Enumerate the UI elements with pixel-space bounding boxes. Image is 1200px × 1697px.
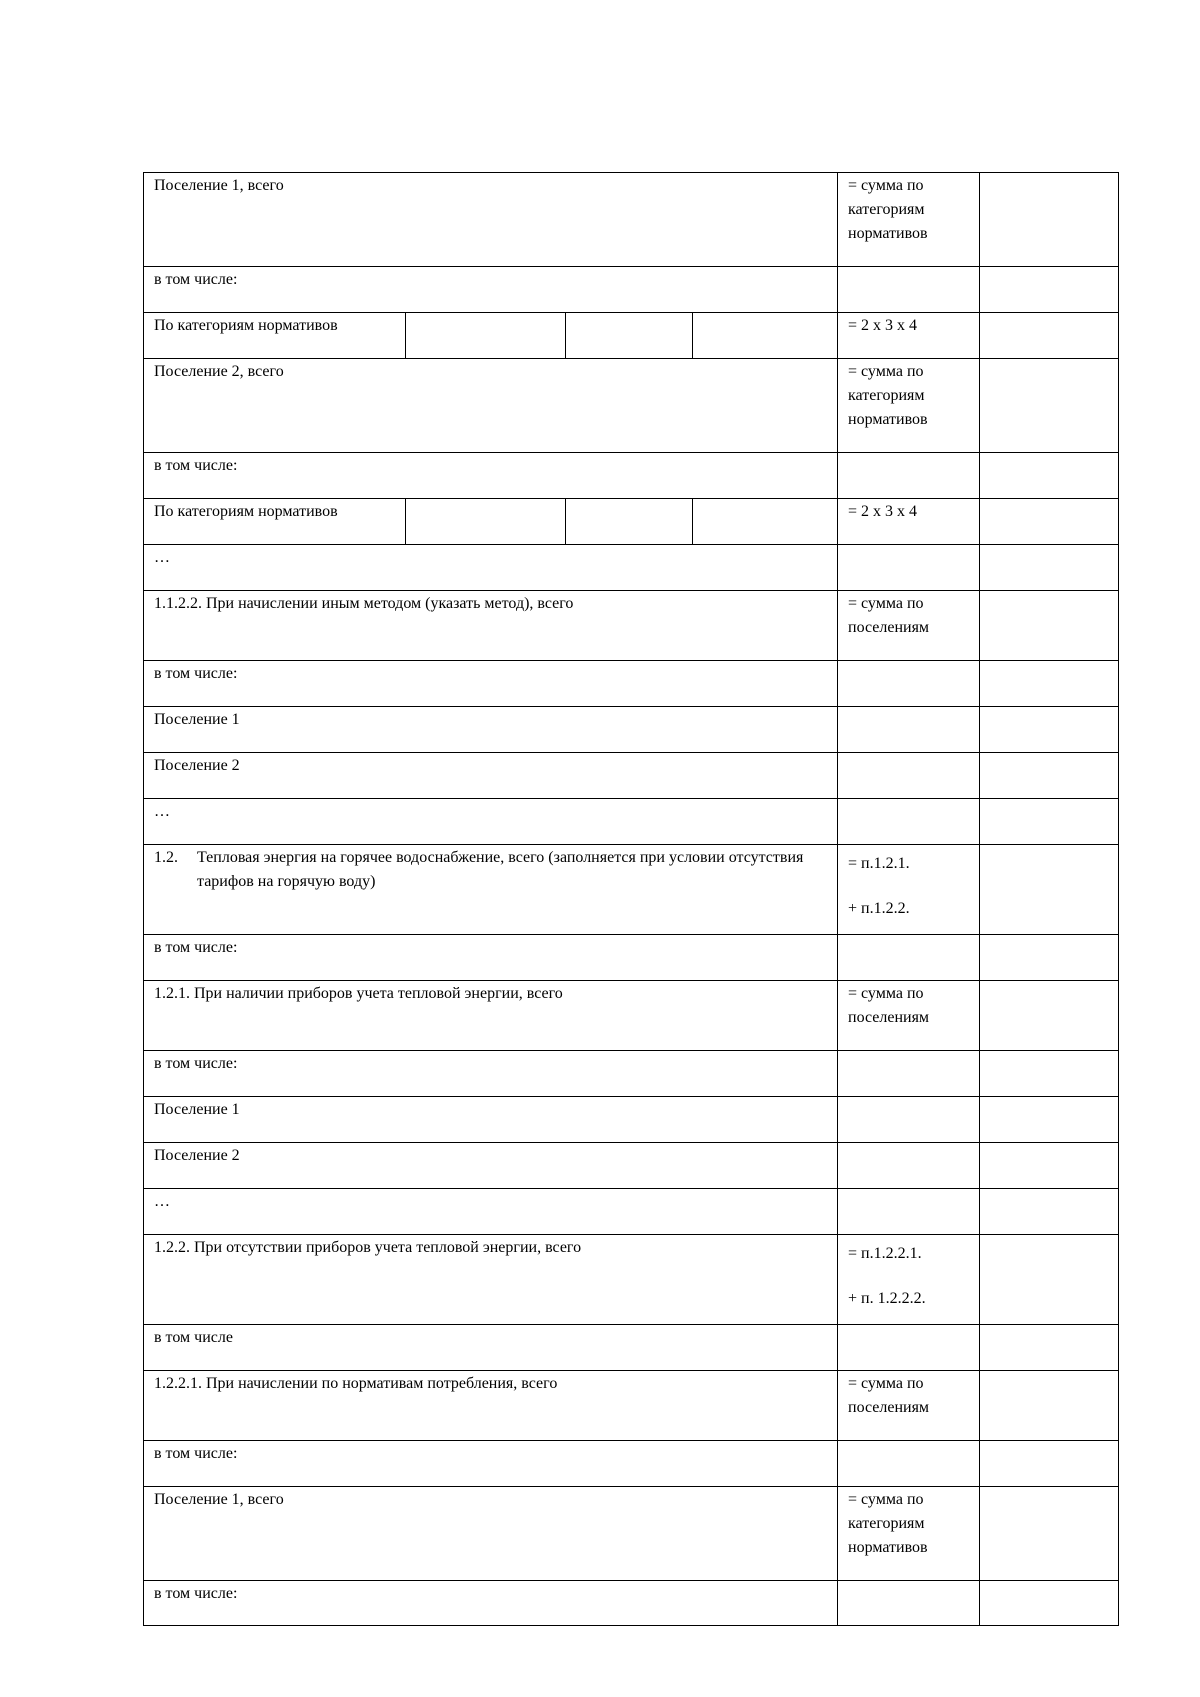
row-label: … xyxy=(144,1189,838,1235)
table-row xyxy=(144,707,1119,753)
value-cell[interactable] xyxy=(980,1235,1119,1325)
table-row xyxy=(144,1581,1119,1626)
row-label: Поселение 2, всего xyxy=(144,359,838,453)
value-cell[interactable] xyxy=(980,1325,1119,1371)
table-row xyxy=(144,1097,1119,1143)
formula-cell xyxy=(838,1189,980,1235)
table-row xyxy=(144,935,1119,981)
row-label: в том числе: xyxy=(144,1441,838,1487)
row-label: 1.2.1. При наличии приборов учета тепловой энергии, всего xyxy=(144,981,838,1051)
table-row xyxy=(144,359,1119,453)
row-formula: = сумма по поселениям xyxy=(838,591,980,661)
category-cell[interactable] xyxy=(406,313,566,359)
value-cell[interactable] xyxy=(980,1143,1119,1189)
value-cell[interactable] xyxy=(980,591,1119,661)
formula-cell xyxy=(838,753,980,799)
row-label xyxy=(144,845,838,935)
category-cell[interactable] xyxy=(566,499,693,545)
row-label: Поселение 1 xyxy=(144,707,838,753)
row-label: Поселение 2 xyxy=(144,753,838,799)
value-cell[interactable] xyxy=(980,313,1119,359)
formula-cell xyxy=(838,1441,980,1487)
value-cell[interactable] xyxy=(980,453,1119,499)
table-row xyxy=(144,1235,1119,1325)
row-formula: = п.1.2.2.1. + п. 1.2.2.2. xyxy=(838,1235,980,1325)
value-cell[interactable] xyxy=(980,1441,1119,1487)
value-cell[interactable] xyxy=(980,1189,1119,1235)
table-row xyxy=(144,1371,1119,1441)
value-cell[interactable] xyxy=(980,1581,1119,1626)
row-label: в том числе: xyxy=(144,1051,838,1097)
formula-cell xyxy=(838,545,980,591)
value-cell[interactable] xyxy=(980,1371,1119,1441)
section-number: 1.2. xyxy=(154,849,178,866)
table-row xyxy=(144,1143,1119,1189)
table-row xyxy=(144,753,1119,799)
table-row xyxy=(144,267,1119,313)
section-title: Тепловая энергия на горячее водоснабжение, всего (заполняется при условии отсутствия тарифов на горячую воду) xyxy=(197,849,804,890)
row-label: 1.2.2.1. При начислении по нормативам потребления, всего xyxy=(144,1371,838,1441)
document-page xyxy=(143,172,1118,1626)
row-label: Поселение 1, всего xyxy=(144,173,838,267)
row-formula: = сумма по категориям нормативов xyxy=(838,173,980,267)
value-cell[interactable] xyxy=(980,935,1119,981)
row-label: … xyxy=(144,799,838,845)
row-label: в том числе: xyxy=(144,661,838,707)
row-label: 1.2.2. При отсутствии приборов учета тепловой энергии, всего xyxy=(144,1235,838,1325)
formula-cell xyxy=(838,1581,980,1626)
value-cell[interactable] xyxy=(980,799,1119,845)
row-label: Поселение 1 xyxy=(144,1097,838,1143)
row-label: Поселение 2 xyxy=(144,1143,838,1189)
value-cell[interactable] xyxy=(980,545,1119,591)
formula-cell xyxy=(838,1325,980,1371)
row-label: 1.1.2.2. При начислении иным методом (указать метод), всего xyxy=(144,591,838,661)
numbered-heading xyxy=(154,846,827,894)
table-row xyxy=(144,1325,1119,1371)
value-cell[interactable] xyxy=(980,359,1119,453)
category-cell[interactable] xyxy=(566,313,693,359)
table-row xyxy=(144,453,1119,499)
formula-cell xyxy=(838,1097,980,1143)
heat-energy-form-table xyxy=(143,172,1119,1626)
row-label: в том числе: xyxy=(144,453,838,499)
row-formula: = 2 x 3 x 4 xyxy=(838,313,980,359)
table-row xyxy=(144,1051,1119,1097)
table-row xyxy=(144,1487,1119,1581)
value-cell[interactable] xyxy=(980,661,1119,707)
row-formula: = 2 x 3 x 4 xyxy=(838,499,980,545)
row-label: Поселение 1, всего xyxy=(144,1487,838,1581)
formula-cell xyxy=(838,1143,980,1189)
row-formula: = сумма по поселениям xyxy=(838,1371,980,1441)
formula-cell xyxy=(838,935,980,981)
table-row xyxy=(144,661,1119,707)
value-cell[interactable] xyxy=(980,1487,1119,1581)
formula-cell xyxy=(838,1051,980,1097)
value-cell[interactable] xyxy=(980,267,1119,313)
value-cell[interactable] xyxy=(980,1097,1119,1143)
formula-cell xyxy=(838,707,980,753)
value-cell[interactable] xyxy=(980,1051,1119,1097)
table-row xyxy=(144,845,1119,935)
table-row xyxy=(144,1441,1119,1487)
formula-cell xyxy=(838,453,980,499)
row-formula: = п.1.2.1. + п.1.2.2. xyxy=(838,845,980,935)
value-cell[interactable] xyxy=(980,173,1119,267)
formula-cell xyxy=(838,799,980,845)
table-row xyxy=(144,313,1119,359)
value-cell[interactable] xyxy=(980,845,1119,935)
row-label: в том числе xyxy=(144,1325,838,1371)
row-formula: = сумма по поселениям xyxy=(838,981,980,1051)
formula-cell xyxy=(838,661,980,707)
row-label: в том числе: xyxy=(144,267,838,313)
formula-cell xyxy=(838,267,980,313)
category-cell[interactable] xyxy=(693,313,838,359)
row-label: По категориям нормативов xyxy=(144,313,406,359)
row-formula: = сумма по категориям нормативов xyxy=(838,1487,980,1581)
row-label: По категориям нормативов xyxy=(144,499,406,545)
category-cell[interactable] xyxy=(693,499,838,545)
table-row xyxy=(144,545,1119,591)
row-label: в том числе: xyxy=(144,935,838,981)
table-row xyxy=(144,1189,1119,1235)
table-row xyxy=(144,499,1119,545)
value-cell[interactable] xyxy=(980,707,1119,753)
row-formula: = сумма по категориям нормативов xyxy=(838,359,980,453)
table-row xyxy=(144,591,1119,661)
row-label: в том числе: xyxy=(144,1581,838,1626)
value-cell[interactable] xyxy=(980,753,1119,799)
category-cell[interactable] xyxy=(406,499,566,545)
table-row xyxy=(144,981,1119,1051)
value-cell[interactable] xyxy=(980,981,1119,1051)
table-row xyxy=(144,799,1119,845)
table-row xyxy=(144,173,1119,267)
row-label: … xyxy=(144,545,838,591)
value-cell[interactable] xyxy=(980,499,1119,545)
